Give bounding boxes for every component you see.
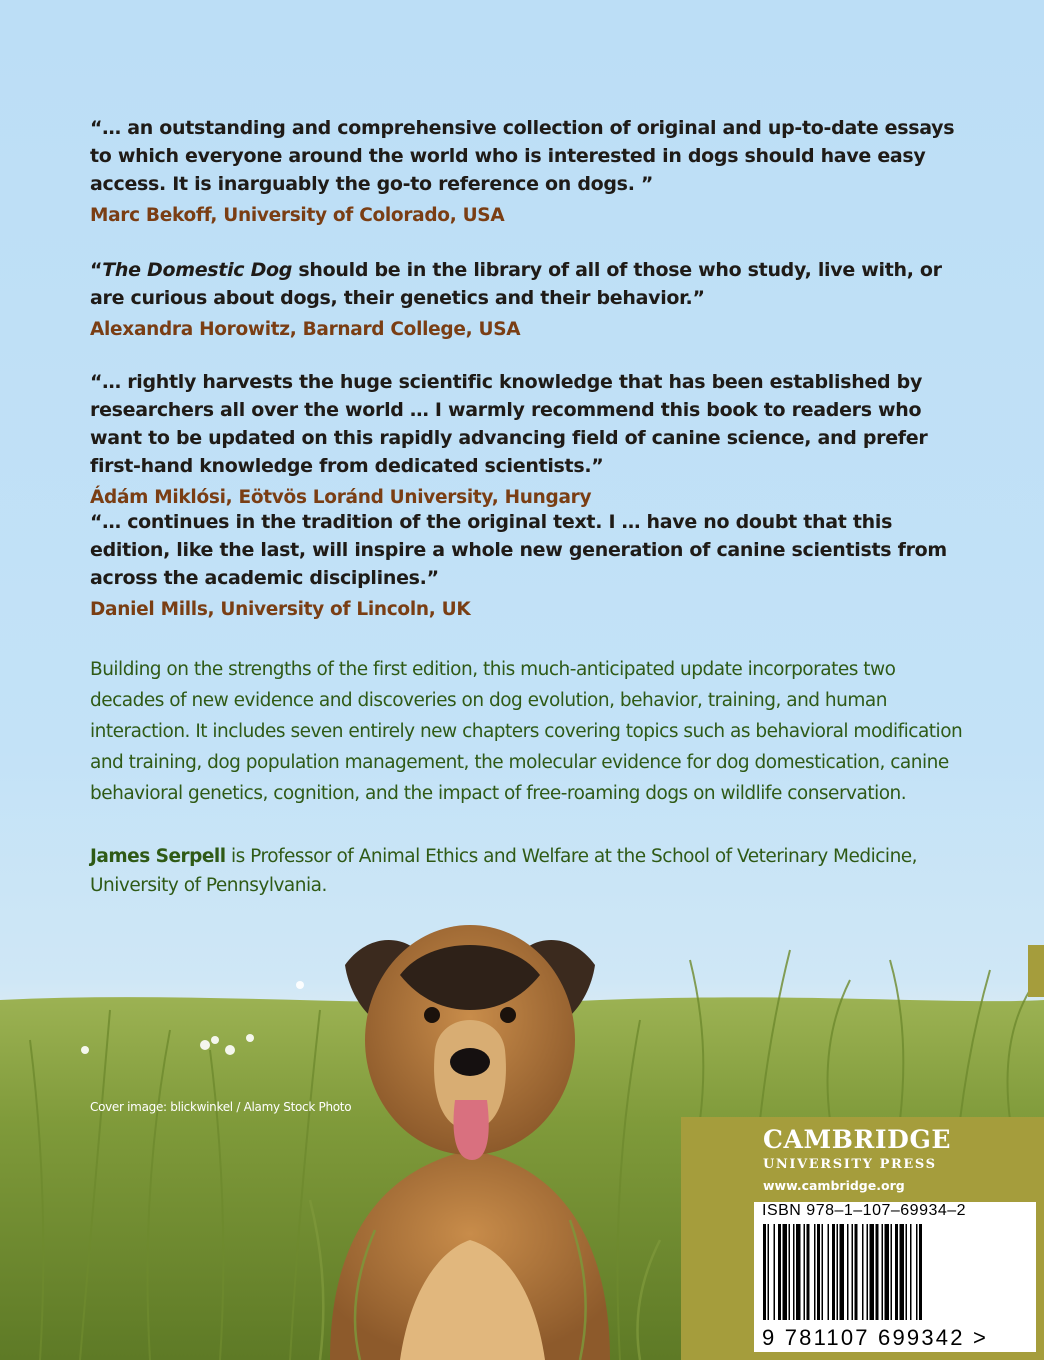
barcode-bar [862,1224,864,1320]
barcode-bar [852,1224,854,1320]
barcode-bar [763,1224,766,1320]
barcode-bar [840,1224,845,1320]
barcode-bar [867,1224,869,1320]
publisher-subtitle: UNIVERSITY PRESS [763,1157,937,1172]
barcode-bar [900,1224,905,1320]
quote-text: “… continues in the tradition of the original text. I … have no doubt that this edition, like the last, will inspire a whole new generation of canine scientists from across the academic disciplines.” [90,511,947,589]
quote-text: “… rightly harvests the huge scientific knowledge that has been established by researchers all over the world … I warmly recommend this book to readers who want to be updated on this rapidly advancing field of canine science, and prefer first-hand knowledge from dedicated scientists.” [90,371,928,477]
barcode-bar [828,1224,830,1320]
barcode-bar [837,1224,839,1320]
barcode-bar [847,1224,849,1320]
quote-body: should be in the library of all of those who study, live with, or are curious about dogs, their genetics and their behavior.” [90,259,942,309]
barcode-bar [885,1224,890,1320]
barcode-bar [793,1224,795,1320]
barcode-bar [778,1224,781,1320]
quote-text: “… an outstanding and comprehensive collection of original and up-to-date essays to which everyone around the world who is interested in dogs should have easy access. It is inarguably the go-to reference on dogs. ” [90,117,955,195]
publisher-url: www.cambridge.org [763,1178,905,1193]
quote-open-mark: “ [90,259,103,281]
quote-attribution: Ádám Miklósi, Eötvös Loránd University, Hungary [90,487,592,508]
isbn-label: ISBN 978–1–107–69934–2 [762,1202,967,1219]
spine-tab [1028,945,1044,997]
quote-text [90,256,970,312]
puppy-nose [450,1048,490,1076]
review-quote-1 [90,114,970,226]
barcode-bar [789,1224,791,1320]
quote-attribution: Marc Bekoff, University of Colorado, USA [90,205,505,226]
barcode-bar [774,1224,776,1320]
barcode-bar [783,1224,788,1320]
barcode-bar [895,1224,898,1320]
book-description: Building on the strengths of the first edition, this much-anticipated update incorporates two decades of new evidence and discoveries on dog evolution, behavior, training, and human interaction. It includes seven entirely new chapters covering topics such as behavioral modification and training, dog population management, the molecular evidence for dog domestication, canine behavioral genetics, cognition, and the impact of free-roaming dogs on wildlife conservation. [90,659,963,804]
barcode-bar [910,1224,912,1320]
barcode-bar [919,1224,922,1320]
barcode-bar [891,1224,893,1320]
barcode-bar [804,1224,806,1320]
barcode-bars [757,1224,1033,1324]
quote-attribution: Alexandra Horowitz, Barnard College, USA [90,319,521,340]
barcode-bar [807,1224,810,1320]
barcode-bar [916,1224,918,1320]
book-title: The Domestic Dog [102,259,293,281]
barcode-digits: 9 781107 699342 > [762,1325,989,1350]
barcode-bar [822,1224,824,1320]
barcode-bar [906,1224,908,1320]
publisher-panel [681,1117,1044,1360]
review-quote-2 [90,256,970,340]
barcode-bar [855,1224,858,1320]
barcode-bar [768,1224,770,1320]
barcode-bar [870,1224,875,1320]
quote-attribution: Daniel Mills, University of Lincoln, UK [90,599,471,620]
barcode-bar [796,1224,801,1320]
review-quote-4 [90,508,970,620]
author-name: James Serpell [90,846,226,867]
cover-image-credit: Cover image: blickwinkel / Alamy Stock Photo [90,1100,352,1114]
author-bio-text: is Professor of Animal Ethics and Welfare at the School of Veterinary Medicine, University of Pennsylvania. [90,846,918,896]
barcode-bar [876,1224,879,1320]
barcode-bar [817,1224,820,1320]
barcode-bar [882,1224,884,1320]
review-quote-3 [90,368,970,508]
barcode-bar [814,1224,816,1320]
barcode-bar [832,1224,835,1320]
isbn-barcode [754,1202,1036,1352]
author-bio [90,842,970,900]
puppy-eye-right [500,1007,516,1023]
publisher-name: CAMBRIDGE [763,1125,952,1154]
puppy-eye-left [424,1007,440,1023]
